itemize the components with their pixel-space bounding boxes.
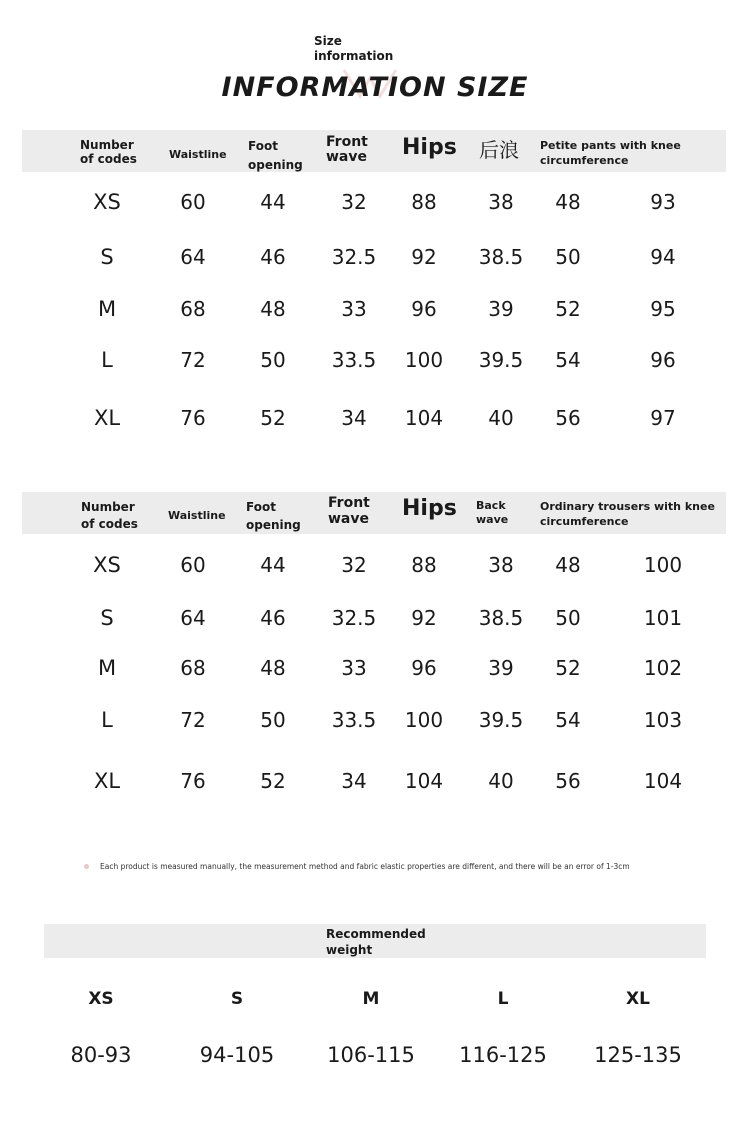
table-1-cell-r2-c7: 95 xyxy=(650,297,676,321)
table-2-cell-r0-c0: XS xyxy=(93,553,121,577)
table-1-header-hips: Hips xyxy=(402,135,457,160)
table-2-cell-r4-c3: 34 xyxy=(341,769,367,793)
table-1-cell-r1-c4: 92 xyxy=(411,245,437,269)
table-1-cell-r2-c1: 68 xyxy=(180,297,206,321)
small-title: Size information xyxy=(314,34,394,63)
table-2-cell-r0-c3: 32 xyxy=(341,553,367,577)
table-2-cell-r3-c6: 54 xyxy=(555,708,581,732)
table-2-cell-r1-c1: 64 xyxy=(180,606,206,630)
table-1-cell-r0-c5: 38 xyxy=(488,190,514,214)
table-1-cell-r0-c0: XS xyxy=(93,190,121,214)
table-1-cell-r0-c6: 48 xyxy=(555,190,581,214)
table-2-cell-r0-c7: 100 xyxy=(643,553,683,577)
table-1-cell-r0-c7: 93 xyxy=(650,190,676,214)
table-2-header-codes: Number of codes xyxy=(81,500,138,531)
table-2-cell-r1-c7: 101 xyxy=(643,606,683,630)
weight-range-2: 106-115 xyxy=(327,1043,415,1067)
weight-range-1: 94-105 xyxy=(199,1043,275,1067)
weight-size-3: L xyxy=(497,989,509,1009)
table-2-header-hips: Hips xyxy=(402,496,457,521)
table-1-cell-r4-c1: 76 xyxy=(180,406,206,430)
table-1-cell-r1-c2: 46 xyxy=(260,245,286,269)
weight-size-2: M xyxy=(362,989,380,1009)
table-2-cell-r1-c6: 50 xyxy=(555,606,581,630)
weight-range-0: 80-93 xyxy=(70,1043,132,1067)
table-2-cell-r2-c2: 48 xyxy=(260,656,286,680)
table-2-cell-r4-c1: 76 xyxy=(180,769,206,793)
table-1-cell-r1-c5: 38.5 xyxy=(478,245,524,269)
table-1-cell-r2-c3: 33 xyxy=(341,297,367,321)
table-1-cell-r4-c0: XL xyxy=(93,406,121,430)
table-2-cell-r3-c1: 72 xyxy=(180,708,206,732)
table-1-cell-r3-c7: 96 xyxy=(650,348,676,372)
table-2-cell-r1-c0: S xyxy=(100,606,114,630)
table-1-cell-r4-c3: 34 xyxy=(341,406,367,430)
table-1-cell-r3-c3: 33.5 xyxy=(331,348,377,372)
table-2-cell-r1-c3: 32.5 xyxy=(331,606,377,630)
table-1-cell-r3-c2: 50 xyxy=(260,348,286,372)
table-2-cell-r1-c4: 92 xyxy=(411,606,437,630)
table-1-cell-r3-c1: 72 xyxy=(180,348,206,372)
table-1-cell-r4-c5: 40 xyxy=(488,406,514,430)
table-1-header-back-wave: 后浪 xyxy=(479,138,519,162)
table-2-cell-r2-c0: M xyxy=(97,656,117,680)
table-2-cell-r4-c4: 104 xyxy=(404,769,444,793)
table-2-cell-r3-c7: 103 xyxy=(643,708,683,732)
table-2-cell-r0-c4: 88 xyxy=(411,553,437,577)
table-1-header-front-wave: Front wave xyxy=(326,134,368,165)
table-1-cell-r1-c7: 94 xyxy=(650,245,676,269)
table-2-cell-r0-c6: 48 xyxy=(555,553,581,577)
table-2-cell-r4-c2: 52 xyxy=(260,769,286,793)
table-1-cell-r4-c4: 104 xyxy=(404,406,444,430)
table-2-cell-r0-c2: 44 xyxy=(260,553,286,577)
table-2-cell-r3-c0: L xyxy=(101,708,113,732)
table-1-cell-r2-c5: 39 xyxy=(488,297,514,321)
table-1-cell-r2-c2: 48 xyxy=(260,297,286,321)
table-2-cell-r4-c5: 40 xyxy=(488,769,514,793)
table-1-cell-r4-c7: 97 xyxy=(650,406,676,430)
table-2-cell-r2-c7: 102 xyxy=(643,656,683,680)
table-1-cell-r2-c0: M xyxy=(97,297,117,321)
table-1-cell-r1-c0: S xyxy=(100,245,114,269)
table-2-cell-r0-c5: 38 xyxy=(488,553,514,577)
table-2-cell-r0-c1: 60 xyxy=(180,553,206,577)
table-2-cell-r1-c2: 46 xyxy=(260,606,286,630)
table-2-cell-r2-c1: 68 xyxy=(180,656,206,680)
table-2-cell-r3-c5: 39.5 xyxy=(478,708,524,732)
main-title: INFORMATION SIZE xyxy=(221,72,529,103)
table-2-header-front-wave: Front wave xyxy=(328,495,370,527)
table-2-header-back-wave: Back wave xyxy=(476,499,509,526)
table-2-cell-r3-c3: 33.5 xyxy=(331,708,377,732)
weight-size-1: S xyxy=(230,989,244,1009)
table-2-header-foot-opening: Foot opening xyxy=(246,500,301,532)
table-1-cell-r1-c1: 64 xyxy=(180,245,206,269)
table-1-header-codes: Number of codes xyxy=(80,138,137,166)
weight-size-4: XL xyxy=(626,989,650,1009)
table-1-cell-r4-c6: 56 xyxy=(555,406,581,430)
table-1-cell-r0-c3: 32 xyxy=(341,190,367,214)
table-1-cell-r0-c2: 44 xyxy=(260,190,286,214)
table-2-cell-r3-c2: 50 xyxy=(260,708,286,732)
weight-size-0: XS xyxy=(88,989,114,1009)
table-2-cell-r4-c6: 56 xyxy=(555,769,581,793)
table-1-cell-r3-c4: 100 xyxy=(404,348,444,372)
table-2-cell-r2-c3: 33 xyxy=(341,656,367,680)
table-2-cell-r2-c6: 52 xyxy=(555,656,581,680)
weight-range-4: 125-135 xyxy=(594,1043,682,1067)
table-1-header-foot-opening: Foot opening xyxy=(248,139,303,172)
table-2-cell-r1-c5: 38.5 xyxy=(478,606,524,630)
measurement-note: Each product is measured manually, the measurement method and fabric elastic properties are different, and there will be an error of 1-3cm xyxy=(100,862,630,871)
table-1-cell-r0-c4: 88 xyxy=(411,190,437,214)
table-2-cell-r4-c7: 104 xyxy=(643,769,683,793)
table-1-cell-r2-c4: 96 xyxy=(411,297,437,321)
table-2-cell-r3-c4: 100 xyxy=(404,708,444,732)
table-1-cell-r1-c3: 32.5 xyxy=(331,245,377,269)
table-2-header-knee: Ordinary trousers with knee circumference xyxy=(540,500,715,528)
table-1-cell-r3-c5: 39.5 xyxy=(478,348,524,372)
note-bullet-icon xyxy=(84,864,89,869)
table-1-header-waistline: Waistline xyxy=(169,148,227,161)
weight-title: Recommended weight xyxy=(326,927,426,957)
table-2-cell-r4-c0: XL xyxy=(93,769,121,793)
table-2-cell-r2-c4: 96 xyxy=(411,656,437,680)
table-1-cell-r3-c6: 54 xyxy=(555,348,581,372)
table-1-cell-r0-c1: 60 xyxy=(180,190,206,214)
table-2-header-waistline: Waistline xyxy=(168,509,226,522)
table-1-cell-r1-c6: 50 xyxy=(555,245,581,269)
table-2-cell-r2-c5: 39 xyxy=(488,656,514,680)
table-1-header-knee: Petite pants with knee circumference xyxy=(540,139,681,167)
weight-range-3: 116-125 xyxy=(459,1043,547,1067)
table-1-cell-r4-c2: 52 xyxy=(260,406,286,430)
table-1-cell-r3-c0: L xyxy=(101,348,113,372)
table-1-cell-r2-c6: 52 xyxy=(555,297,581,321)
